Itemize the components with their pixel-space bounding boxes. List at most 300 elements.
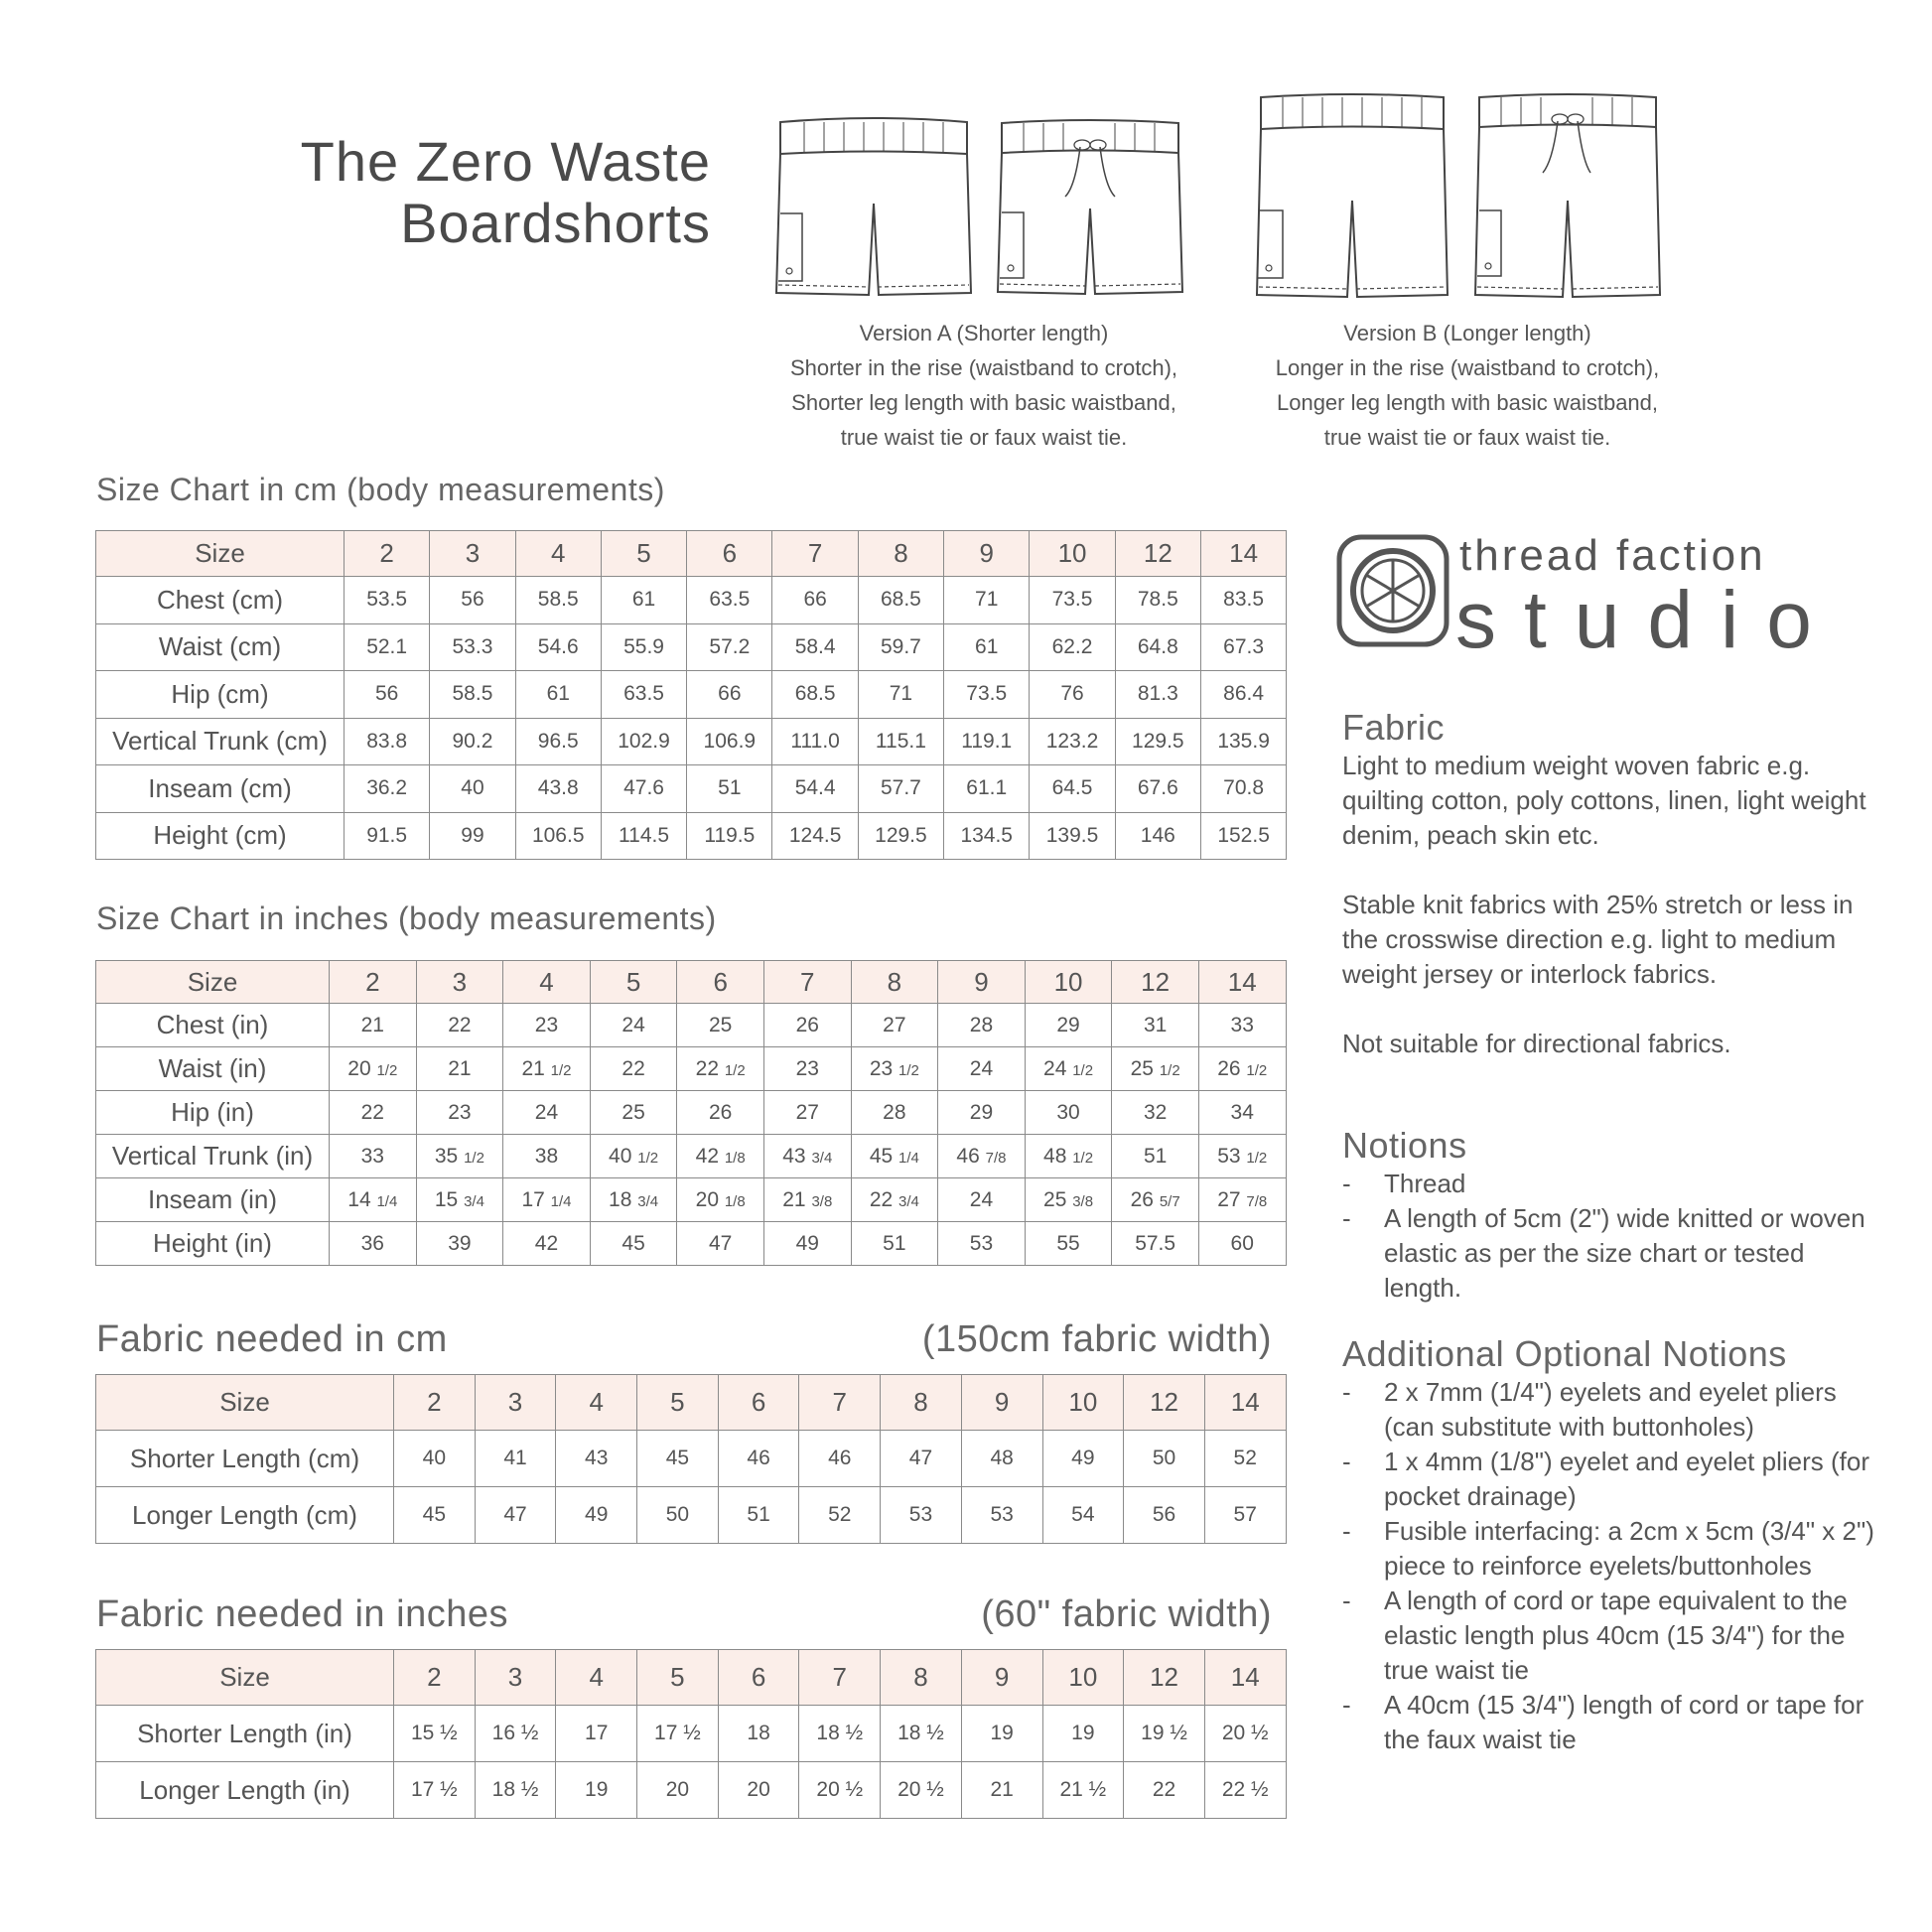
fabric-section bbox=[1342, 707, 1878, 1061]
table-cell: 59.7 bbox=[858, 623, 943, 671]
table-cell: 139.5 bbox=[1030, 812, 1115, 860]
table-cell: 99 bbox=[430, 812, 515, 860]
table-cell: 63.5 bbox=[687, 577, 772, 624]
size-header-cell: Size bbox=[96, 1650, 394, 1706]
table-cell: 42 bbox=[503, 1222, 591, 1266]
table-cell: 50 bbox=[637, 1487, 719, 1544]
title-line-1: The Zero Waste bbox=[300, 130, 711, 193]
table-cell: 134.5 bbox=[944, 812, 1030, 860]
table-cell: 27 7/8 bbox=[1198, 1178, 1286, 1222]
size-column-header: 7 bbox=[799, 1375, 881, 1431]
row-label: Shorter Length (cm) bbox=[96, 1431, 394, 1487]
measurement-row bbox=[96, 1178, 1287, 1222]
table-cell: 48 bbox=[961, 1431, 1042, 1487]
table-cell: 53 bbox=[881, 1487, 962, 1544]
table-cell: 51 bbox=[851, 1222, 938, 1266]
table-cell: 45 bbox=[637, 1431, 719, 1487]
table-cell: 106.5 bbox=[515, 812, 601, 860]
table-cell: 28 bbox=[851, 1091, 938, 1135]
size-column-header: 9 bbox=[944, 531, 1030, 577]
table-cell: 24 1/2 bbox=[1025, 1047, 1112, 1091]
fabric-cm-title: Fabric needed in cm bbox=[96, 1318, 448, 1360]
size-column-header: 5 bbox=[590, 961, 677, 1004]
table-cell: 68.5 bbox=[858, 577, 943, 624]
table-cell: 152.5 bbox=[1200, 812, 1286, 860]
table-cell: 61 bbox=[515, 671, 601, 719]
size-column-header: 8 bbox=[881, 1375, 962, 1431]
version-b-line-3: true waist tie or faux waist tie. bbox=[1323, 425, 1611, 450]
table-cell: 115.1 bbox=[858, 718, 943, 765]
table-cell: 71 bbox=[944, 577, 1030, 624]
version-a-line-1: Shorter in the rise (waistband to crotch), bbox=[789, 355, 1178, 380]
table-cell: 114.5 bbox=[601, 812, 686, 860]
table-cell: 14 1/4 bbox=[330, 1178, 417, 1222]
version-a-line-2: Shorter leg length with basic waistband, bbox=[791, 390, 1176, 415]
measurement-row bbox=[96, 623, 1287, 671]
table-cell: 24 bbox=[938, 1047, 1026, 1091]
size-column-header: 7 bbox=[772, 531, 858, 577]
table-cell: 76 bbox=[1030, 671, 1115, 719]
table-cell: 106.9 bbox=[687, 718, 772, 765]
table-cell: 17 bbox=[556, 1706, 637, 1762]
table-cell: 57.2 bbox=[687, 623, 772, 671]
table-cell: 51 bbox=[1112, 1135, 1199, 1178]
table-cell: 81.3 bbox=[1115, 671, 1200, 719]
size-column-header: 6 bbox=[677, 961, 764, 1004]
fabric-heading: Fabric bbox=[1342, 707, 1446, 748]
measurement-row bbox=[96, 1047, 1287, 1091]
size-column-header: 10 bbox=[1025, 961, 1112, 1004]
notions-heading: Notions bbox=[1342, 1125, 1467, 1166]
fabric-in-heading bbox=[96, 1593, 1272, 1636]
version-b-heading: Version B (Longer length) bbox=[1343, 321, 1591, 345]
table-cell: 38 bbox=[503, 1135, 591, 1178]
measurement-row bbox=[96, 765, 1287, 813]
measurement-row bbox=[96, 1135, 1287, 1178]
table-cell: 45 1/4 bbox=[851, 1135, 938, 1178]
cm-chart-heading: Size Chart in cm (body measurements) bbox=[96, 472, 665, 507]
size-column-header: 4 bbox=[503, 961, 591, 1004]
fabric-row bbox=[96, 1762, 1287, 1819]
table-cell: 129.5 bbox=[1115, 718, 1200, 765]
table-cell: 66 bbox=[687, 671, 772, 719]
table-cell: 32 bbox=[1112, 1091, 1199, 1135]
table-cell: 17 ½ bbox=[637, 1706, 719, 1762]
table-cell: 58.5 bbox=[430, 671, 515, 719]
size-column-header: 10 bbox=[1030, 531, 1115, 577]
shorts-illustration-version-b-tie bbox=[1473, 91, 1662, 305]
table-cell: 29 bbox=[938, 1091, 1026, 1135]
table-cell: 71 bbox=[858, 671, 943, 719]
table-cell: 24 bbox=[590, 1004, 677, 1047]
table-cell: 25 3/8 bbox=[1025, 1178, 1112, 1222]
row-label: Inseam (in) bbox=[96, 1178, 330, 1222]
table-cell: 123.2 bbox=[1030, 718, 1115, 765]
fabric-needed-inches-table bbox=[95, 1649, 1287, 1819]
shorts-illustration-version-b-basic bbox=[1253, 91, 1451, 305]
row-label: Hip (cm) bbox=[96, 671, 345, 719]
optional-notion-item: - A 40cm (15 3/4") length of cord or tape for the faux waist tie bbox=[1342, 1688, 1878, 1757]
table-cell: 56 bbox=[345, 671, 430, 719]
table-cell: 63.5 bbox=[601, 671, 686, 719]
table-cell: 25 1/2 bbox=[1112, 1047, 1199, 1091]
table-cell: 61 bbox=[601, 577, 686, 624]
table-cell: 47 bbox=[475, 1487, 556, 1544]
table-cell: 33 bbox=[330, 1135, 417, 1178]
fabric-paragraph-3: Not suitable for directional fabrics. bbox=[1342, 1029, 1731, 1058]
row-label: Longer Length (in) bbox=[96, 1762, 394, 1819]
table-cell: 51 bbox=[687, 765, 772, 813]
table-cell: 67.3 bbox=[1200, 623, 1286, 671]
optional-notion-item: - Fusible interfacing: a 2cm x 5cm (3/4" x 2") piece to reinforce eyelets/buttonholes bbox=[1342, 1514, 1878, 1584]
table-cell: 28 bbox=[938, 1004, 1026, 1047]
size-header-cell: Size bbox=[96, 1375, 394, 1431]
table-cell: 21 bbox=[330, 1004, 417, 1047]
row-label: Vertical Trunk (in) bbox=[96, 1135, 330, 1178]
table-cell: 21 1/2 bbox=[503, 1047, 591, 1091]
table-cell: 36.2 bbox=[345, 765, 430, 813]
table-cell: 41 bbox=[475, 1431, 556, 1487]
size-column-header: 3 bbox=[475, 1375, 556, 1431]
version-b-line-2: Longer leg length with basic waistband, bbox=[1276, 390, 1659, 415]
row-label: Inseam (cm) bbox=[96, 765, 345, 813]
size-column-header: 3 bbox=[430, 531, 515, 577]
table-header-row bbox=[96, 1650, 1287, 1706]
size-chart-inches bbox=[95, 960, 1287, 1266]
table-cell: 119.5 bbox=[687, 812, 772, 860]
size-column-header: 6 bbox=[687, 531, 772, 577]
version-b-caption bbox=[1229, 316, 1706, 455]
size-column-header: 9 bbox=[961, 1375, 1042, 1431]
size-column-header: 12 bbox=[1112, 961, 1199, 1004]
table-cell: 58.5 bbox=[515, 577, 601, 624]
table-cell: 40 bbox=[394, 1431, 476, 1487]
table-cell: 40 1/2 bbox=[590, 1135, 677, 1178]
table-cell: 68.5 bbox=[772, 671, 858, 719]
row-label: Vertical Trunk (cm) bbox=[96, 718, 345, 765]
table-cell: 17 ½ bbox=[394, 1762, 476, 1819]
table-cell: 17 1/4 bbox=[503, 1178, 591, 1222]
measurement-row bbox=[96, 718, 1287, 765]
table-cell: 47 bbox=[677, 1222, 764, 1266]
table-cell: 52 bbox=[799, 1487, 881, 1544]
size-column-header: 12 bbox=[1124, 1650, 1205, 1706]
table-cell: 26 1/2 bbox=[1198, 1047, 1286, 1091]
size-column-header: 9 bbox=[961, 1650, 1042, 1706]
table-cell: 119.1 bbox=[944, 718, 1030, 765]
size-header-cell: Size bbox=[96, 961, 330, 1004]
table-cell: 23 bbox=[416, 1091, 503, 1135]
table-cell: 46 bbox=[718, 1431, 799, 1487]
notion-item: - Thread bbox=[1342, 1167, 1878, 1201]
size-column-header: 2 bbox=[345, 531, 430, 577]
table-cell: 73.5 bbox=[1030, 577, 1115, 624]
table-cell: 49 bbox=[556, 1487, 637, 1544]
table-cell: 54 bbox=[1042, 1487, 1124, 1544]
size-header-cell: Size bbox=[96, 531, 345, 577]
table-cell: 47 bbox=[881, 1431, 962, 1487]
table-cell: 43 bbox=[556, 1431, 637, 1487]
table-cell: 96.5 bbox=[515, 718, 601, 765]
table-cell: 31 bbox=[1112, 1004, 1199, 1047]
table-cell: 55.9 bbox=[601, 623, 686, 671]
row-label: Waist (in) bbox=[96, 1047, 330, 1091]
optional-notion-item: - A length of cord or tape equivalent to the elastic length plus 40cm (15 3/4") for the true waist tie bbox=[1342, 1584, 1878, 1688]
table-cell: 43.8 bbox=[515, 765, 601, 813]
table-header-row bbox=[96, 961, 1287, 1004]
table-cell: 47.6 bbox=[601, 765, 686, 813]
table-cell: 22 bbox=[330, 1091, 417, 1135]
size-column-header: 14 bbox=[1198, 961, 1286, 1004]
table-cell: 20 1/8 bbox=[677, 1178, 764, 1222]
table-cell: 61 bbox=[944, 623, 1030, 671]
table-cell: 27 bbox=[851, 1004, 938, 1047]
table-cell: 18 ½ bbox=[475, 1762, 556, 1819]
row-label: Shorter Length (in) bbox=[96, 1706, 394, 1762]
fabric-paragraph-2: Stable knit fabrics with 25% stretch or less in the crosswise direction e.g. light to medium weight jersey or interlock fabrics. bbox=[1342, 890, 1854, 989]
table-cell: 135.9 bbox=[1200, 718, 1286, 765]
table-cell: 64.8 bbox=[1115, 623, 1200, 671]
size-column-header: 7 bbox=[799, 1650, 881, 1706]
table-cell: 43 3/4 bbox=[763, 1135, 851, 1178]
table-cell: 61.1 bbox=[944, 765, 1030, 813]
row-label: Chest (cm) bbox=[96, 577, 345, 624]
table-cell: 19 bbox=[1042, 1706, 1124, 1762]
size-column-header: 14 bbox=[1204, 1375, 1286, 1431]
inch-chart-heading: Size Chart in inches (body measurements) bbox=[96, 900, 717, 936]
size-column-header: 2 bbox=[394, 1650, 476, 1706]
measurement-row bbox=[96, 577, 1287, 624]
fabric-row bbox=[96, 1431, 1287, 1487]
table-cell: 66 bbox=[772, 577, 858, 624]
size-column-header: 4 bbox=[556, 1650, 637, 1706]
table-cell: 56 bbox=[430, 577, 515, 624]
table-cell: 20 ½ bbox=[1204, 1706, 1286, 1762]
table-cell: 129.5 bbox=[858, 812, 943, 860]
table-cell: 19 ½ bbox=[1124, 1706, 1205, 1762]
size-column-header: 3 bbox=[416, 961, 503, 1004]
optional-notions-heading: Additional Optional Notions bbox=[1342, 1333, 1787, 1374]
table-cell: 27 bbox=[763, 1091, 851, 1135]
size-column-header: 3 bbox=[475, 1650, 556, 1706]
table-cell: 49 bbox=[1042, 1431, 1124, 1487]
row-label: Height (cm) bbox=[96, 812, 345, 860]
size-column-header: 14 bbox=[1200, 531, 1286, 577]
table-cell: 49 bbox=[763, 1222, 851, 1266]
measurement-row bbox=[96, 1091, 1287, 1135]
table-cell: 57.7 bbox=[858, 765, 943, 813]
shorts-illustration-version-a-tie bbox=[996, 117, 1184, 301]
table-cell: 146 bbox=[1115, 812, 1200, 860]
notions-section bbox=[1342, 1125, 1878, 1306]
table-cell: 53.5 bbox=[345, 577, 430, 624]
table-cell: 52.1 bbox=[345, 623, 430, 671]
table-cell: 53.3 bbox=[430, 623, 515, 671]
table-cell: 91.5 bbox=[345, 812, 430, 860]
table-cell: 15 ½ bbox=[394, 1706, 476, 1762]
size-column-header: 8 bbox=[858, 531, 943, 577]
table-cell: 21 bbox=[961, 1762, 1042, 1819]
table-cell: 18 bbox=[718, 1706, 799, 1762]
table-cell: 46 7/8 bbox=[938, 1135, 1026, 1178]
table-cell: 57.5 bbox=[1112, 1222, 1199, 1266]
version-a-line-3: true waist tie or faux waist tie. bbox=[840, 425, 1128, 450]
size-column-header: 5 bbox=[601, 531, 686, 577]
measurement-row bbox=[96, 812, 1287, 860]
table-cell: 78.5 bbox=[1115, 577, 1200, 624]
row-label: Hip (in) bbox=[96, 1091, 330, 1135]
table-cell: 18 ½ bbox=[881, 1706, 962, 1762]
table-cell: 51 bbox=[718, 1487, 799, 1544]
table-cell: 83.8 bbox=[345, 718, 430, 765]
table-cell: 56 bbox=[1124, 1487, 1205, 1544]
table-cell: 22 ½ bbox=[1204, 1762, 1286, 1819]
table-cell: 73.5 bbox=[944, 671, 1030, 719]
table-cell: 57 bbox=[1204, 1487, 1286, 1544]
table-cell: 62.2 bbox=[1030, 623, 1115, 671]
size-column-header: 8 bbox=[881, 1650, 962, 1706]
title-line-2: Boardshorts bbox=[400, 192, 711, 254]
brand-name-line-1: thread faction bbox=[1459, 531, 1766, 580]
table-cell: 26 bbox=[763, 1004, 851, 1047]
size-column-header: 5 bbox=[637, 1375, 719, 1431]
table-cell: 70.8 bbox=[1200, 765, 1286, 813]
size-column-header: 6 bbox=[718, 1375, 799, 1431]
measurement-row bbox=[96, 671, 1287, 719]
table-cell: 19 bbox=[961, 1706, 1042, 1762]
notion-item: - A length of 5cm (2") wide knitted or woven elastic as per the size chart or tested length. bbox=[1342, 1201, 1878, 1306]
table-cell: 111.0 bbox=[772, 718, 858, 765]
table-cell: 45 bbox=[394, 1487, 476, 1544]
table-cell: 20 bbox=[637, 1762, 719, 1819]
size-chart-cm bbox=[95, 530, 1287, 860]
pattern-title bbox=[301, 131, 711, 254]
size-column-header: 2 bbox=[330, 961, 417, 1004]
table-cell: 33 bbox=[1198, 1004, 1286, 1047]
table-header-row bbox=[96, 531, 1287, 577]
table-cell: 35 1/2 bbox=[416, 1135, 503, 1178]
table-cell: 50 bbox=[1124, 1431, 1205, 1487]
table-cell: 26 5/7 bbox=[1112, 1178, 1199, 1222]
fabric-cm-heading bbox=[96, 1318, 1272, 1361]
fabric-row bbox=[96, 1706, 1287, 1762]
measurement-row bbox=[96, 1222, 1287, 1266]
table-cell: 102.9 bbox=[601, 718, 686, 765]
row-label: Chest (in) bbox=[96, 1004, 330, 1047]
table-cell: 22 bbox=[590, 1047, 677, 1091]
table-cell: 20 ½ bbox=[881, 1762, 962, 1819]
table-cell: 24 bbox=[503, 1091, 591, 1135]
table-cell: 22 3/4 bbox=[851, 1178, 938, 1222]
fabric-cm-width-note: (150cm fabric width) bbox=[921, 1318, 1272, 1360]
table-cell: 64.5 bbox=[1030, 765, 1115, 813]
table-cell: 53 bbox=[938, 1222, 1026, 1266]
table-cell: 48 1/2 bbox=[1025, 1135, 1112, 1178]
table-cell: 16 ½ bbox=[475, 1706, 556, 1762]
table-cell: 39 bbox=[416, 1222, 503, 1266]
table-cell: 25 bbox=[677, 1004, 764, 1047]
table-cell: 23 bbox=[763, 1047, 851, 1091]
table-cell: 21 3/8 bbox=[763, 1178, 851, 1222]
table-cell: 30 bbox=[1025, 1091, 1112, 1135]
table-cell: 21 bbox=[416, 1047, 503, 1091]
table-cell: 18 3/4 bbox=[590, 1178, 677, 1222]
table-cell: 60 bbox=[1198, 1222, 1286, 1266]
size-column-header: 14 bbox=[1204, 1650, 1286, 1706]
row-label: Height (in) bbox=[96, 1222, 330, 1266]
fabric-row bbox=[96, 1487, 1287, 1544]
size-column-header: 2 bbox=[394, 1375, 476, 1431]
table-cell: 53 1/2 bbox=[1198, 1135, 1286, 1178]
version-a-heading: Version A (Shorter length) bbox=[859, 321, 1109, 345]
table-cell: 55 bbox=[1025, 1222, 1112, 1266]
table-cell: 26 bbox=[677, 1091, 764, 1135]
table-cell: 19 bbox=[556, 1762, 637, 1819]
table-cell: 20 bbox=[718, 1762, 799, 1819]
size-column-header: 8 bbox=[851, 961, 938, 1004]
fabric-in-title: Fabric needed in inches bbox=[96, 1593, 508, 1635]
table-cell: 23 1/2 bbox=[851, 1047, 938, 1091]
table-cell: 20 ½ bbox=[799, 1762, 881, 1819]
table-cell: 21 ½ bbox=[1042, 1762, 1124, 1819]
row-label: Waist (cm) bbox=[96, 623, 345, 671]
size-column-header: 9 bbox=[938, 961, 1026, 1004]
table-cell: 20 1/2 bbox=[330, 1047, 417, 1091]
table-cell: 15 3/4 bbox=[416, 1178, 503, 1222]
fabric-paragraph-1: Light to medium weight woven fabric e.g. quilting cotton, poly cottons, linen, light weight denim, peach skin etc. bbox=[1342, 751, 1866, 850]
table-cell: 22 1/2 bbox=[677, 1047, 764, 1091]
version-b-line-1: Longer in the rise (waistband to crotch), bbox=[1275, 355, 1660, 380]
size-column-header: 7 bbox=[763, 961, 851, 1004]
table-cell: 58.4 bbox=[772, 623, 858, 671]
measurement-row bbox=[96, 1004, 1287, 1047]
size-column-header: 4 bbox=[556, 1375, 637, 1431]
size-column-header: 4 bbox=[515, 531, 601, 577]
table-cell: 54.4 bbox=[772, 765, 858, 813]
shorts-illustration-version-a-basic bbox=[774, 114, 973, 303]
table-cell: 24 bbox=[938, 1178, 1026, 1222]
table-cell: 25 bbox=[590, 1091, 677, 1135]
table-cell: 53 bbox=[961, 1487, 1042, 1544]
table-cell: 40 bbox=[430, 765, 515, 813]
optional-notion-item: - 1 x 4mm (1/8") eyelet and eyelet pliers (for pocket drainage) bbox=[1342, 1445, 1878, 1514]
table-cell: 52 bbox=[1204, 1431, 1286, 1487]
size-column-header: 5 bbox=[637, 1650, 719, 1706]
optional-notions-section bbox=[1342, 1333, 1878, 1757]
table-cell: 86.4 bbox=[1200, 671, 1286, 719]
table-cell: 23 bbox=[503, 1004, 591, 1047]
size-column-header: 12 bbox=[1115, 531, 1200, 577]
table-cell: 22 bbox=[1124, 1762, 1205, 1819]
table-cell: 36 bbox=[330, 1222, 417, 1266]
table-cell: 45 bbox=[590, 1222, 677, 1266]
table-cell: 29 bbox=[1025, 1004, 1112, 1047]
table-cell: 18 ½ bbox=[799, 1706, 881, 1762]
optional-notion-item: - 2 x 7mm (1/4") eyelets and eyelet pliers (can substitute with buttonholes) bbox=[1342, 1375, 1878, 1445]
table-cell: 46 bbox=[799, 1431, 881, 1487]
brand-name-line-2: studio bbox=[1455, 575, 1840, 665]
table-cell: 42 1/8 bbox=[677, 1135, 764, 1178]
size-column-header: 6 bbox=[718, 1650, 799, 1706]
table-cell: 22 bbox=[416, 1004, 503, 1047]
table-cell: 83.5 bbox=[1200, 577, 1286, 624]
size-column-header: 10 bbox=[1042, 1375, 1124, 1431]
table-cell: 67.6 bbox=[1115, 765, 1200, 813]
fabric-needed-cm-table bbox=[95, 1374, 1287, 1544]
version-a-caption bbox=[746, 316, 1222, 455]
size-column-header: 10 bbox=[1042, 1650, 1124, 1706]
row-label: Longer Length (cm) bbox=[96, 1487, 394, 1544]
